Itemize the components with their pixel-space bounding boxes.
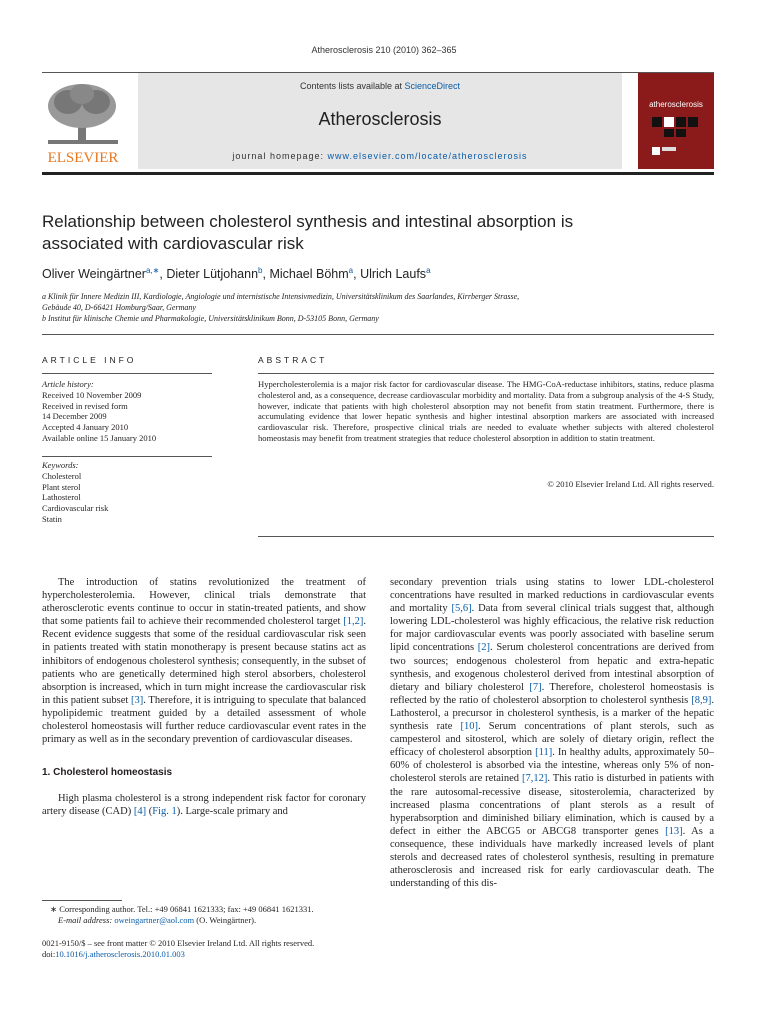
body-text: . Therefore, cholesterol homeostasis is reflected by the ratio of cholesterol absorption to cholesterol synthesis [390,681,714,706]
reference-link[interactable]: [7,12] [521,773,548,785]
body-text: secondary prevention trials using statins to lower LDL-cholesterol concentrations have resulted in marked reductions in cardiovascular events and mortality [390,577,714,615]
keywords-block [42,460,212,525]
journal-cover [638,73,714,169]
title-line-1: Relationship between cholesterol synthesis and intestinal absorption is [42,212,574,231]
reference-link[interactable]: [2] [477,642,491,654]
journal-citation: Atherosclerosis 210 (2010) 362–365 [311,45,457,55]
author-name: Michael Böhm [269,267,349,282]
keyword: Cardiovascular risk [42,503,109,514]
section-rule [42,334,714,335]
abstract-text: Hypercholesterolemia is a major risk factor for cardiovascular disease. The HMG-CoA-reductase inhibitors, statins, reduce plasma cholesterol and, as a consequence, decrease cardiovascular morbidity and mortality. Data from a subgroup analysis of the 4-S Study, however, indicate that patients with high cholesterol absorption may not benefit from statin treatment. Furthermore, there is accumulating evidence that lower hepatic synthesis and higher intestinal absorption markers are associated with increased cardiovascular risk. Therefore, prospective clinical trials are needed to evaluate whether subjects with altered cholesterol homeostasis may benefit from treatment strategies that reduce cholesterol absorption in addition to statin treatment. [258,379,714,443]
abstract-bottom-rule [258,536,714,537]
intro-text: . Recent evidence suggests that some of the residual cardiovascular risk seen in patients treated with statin monotherapy is present because statins act as inhibitors of endogenous cholesterol synthesis; consequently, in the subset of patients who are genetically determined high sterol absorbers, cholesterol absorption is increased, which in turn might increase the cardiovascular risk in this patient subset [42,616,366,706]
keywords-label: Keywords: [42,460,79,470]
history-item: Available online 15 January 2010 [42,432,157,443]
doi-prefix: doi: [42,949,56,959]
affiliation-a-line-1: a Klinik für Innere Medizin III, Kardiologie, Angiologie und internistische Intensivmedizin, Universitätsklinikum des Saarlandes, Kirrberger Strasse, [42,292,520,301]
reference-link[interactable]: [7] [529,681,542,693]
publisher-name: ELSEVIER [47,150,119,166]
email-suffix: (O. Weingärtner). [194,915,257,925]
reference-link[interactable]: [1,2] [343,616,364,628]
intro-text: . Therefore, it is intriguing to speculate that balanced hypolipidemic treatment guided by a detailed assessment of whole cholesterol homeostasis will further reduce cardiovascular event rates in the primary as well as in the secondary prevention of cardiovascular diseases. [42,694,366,746]
body-text: . In healthy adults, approximately 50–60% of cholesterol is absorbed via the intestine, whereas only 5% of non-cholesterol sterols are retained [390,747,714,785]
journal-banner [138,73,622,169]
body-text: . Lathosterol, a precursor in cholesterol synthesis, is a marker of the hepatic synthesis rate [390,694,714,733]
keyword: Lathosterol [42,492,81,503]
article-info-heading: ARTICLE INFO [42,355,137,365]
contents-line [138,81,622,91]
body-text: . Data from several clinical trials suggest that, although lowering LDL-cholesterol was highly efficacious, the relative risk reduction for major cardiovascular events was poorly associated with baseline serum lipid concentrations [390,603,714,654]
keyword: Cholesterol [42,470,82,481]
author-separator: , [353,267,361,282]
body-left-column [42,576,366,819]
author-name: Dieter Lütjohann [166,267,259,282]
affiliation-a-line-2: Gebäude 40, D-66421 Homburg/Saar, Germany [42,303,196,312]
history-item: Received in revised form [42,400,128,411]
history-item: Received 10 November 2009 [42,389,142,400]
author-list [42,266,431,281]
history-item: 14 December 2009 [42,411,107,422]
author-affiliation-mark[interactable]: a [348,266,354,275]
section-text: ( [146,806,153,818]
reference-link[interactable]: [4] [133,806,147,818]
reference-link[interactable]: [11] [535,747,553,759]
homepage-prefix: journal homepage: [232,151,328,161]
doi-link[interactable]: 10.1016/j.atherosclerosis.2010.01.003 [55,949,185,959]
author-affiliation-mark[interactable]: b [258,266,263,275]
reference-link[interactable]: [13] [665,825,683,837]
email-line [58,915,256,926]
author-separator: , [262,267,270,282]
keyword: Statin [42,513,62,524]
body-right-column [390,576,714,890]
author-name: Oliver Weingärtner [42,267,146,282]
keyword: Plant sterol [42,481,81,492]
abstract-heading: ABSTRACT [258,355,328,365]
intro-text: The introduction of statins revolutionized the treatment of hypercholesterolemia. However, clinical trials demonstrate that atherosclerotic events continue to occur in statin-treated patients, and show that some patients fail to achieve their recommended cholesterol target [42,577,366,628]
section-1-heading: 1. Cholesterol homeostasis [42,767,173,779]
section-text: High plasma cholesterol is a strong independent risk factor for coronary artery disease (CAD) [42,793,366,818]
reference-link[interactable]: [10] [460,721,479,733]
reference-link[interactable]: [8,9] [691,694,712,706]
intro-paragraph [42,576,366,746]
title-line-2: associated with cardiovascular risk [42,234,304,253]
right-column-paragraph [390,576,714,890]
author-name: Ulrich Laufs [360,267,427,282]
article-history [42,379,212,444]
body-text: . This ratio is disturbed in patients with the rare autosomal-recessive disease, sitosterolemia, characterized by increased plasma concentrations of plant sterols as a result of hyperabsorption and diminished biliary elimination, which is caused by a defect in either the ABCG5 or ABCG8 transporter genes [390,773,715,837]
email-label: E-mail address: [58,915,115,925]
cover-graphic [652,117,700,157]
affiliation-b: b Institut für klinische Chemie und Pharmakologie, Universitätsklinikum Bonn, D-53105 Bonn, Germany [42,314,379,323]
author-affiliation-mark[interactable]: a,∗ [145,266,160,275]
author-separator: , [159,267,167,282]
section-1-paragraph [42,792,366,818]
section-text: ). Large-scale primary and [176,806,288,818]
history-label: Article history: [42,379,94,389]
abstract-rule [258,373,714,374]
article-info-rule [42,373,212,374]
doi-line [42,949,185,960]
elsevier-logo [38,78,128,166]
journal-title: Atherosclerosis [318,109,442,129]
contents-prefix: Contents lists available at [299,81,405,91]
corresponding-author-note: ∗ Corresponding author. Tel.: +49 06841 1621333; fax: +49 06841 1621331. [50,904,314,914]
body-text: . Serum cholesterol concentrations are derived from two sources; endogenous cholesterol from hepatic and extra-hepatic synthesis, and exogenous cholesterol derived from intestinal absorption of dietary and biliary cholesterol [390,642,715,693]
keywords-rule [42,456,212,457]
author-affiliation-mark[interactable]: a [426,266,431,275]
body-text: . As a consequence, these individuals have markedly increased levels of plant sterols and decreased rates of cholesterol synthesis, resulting in premature atherosclerosis and increased risk for early cardiovascular death. The understanding of this dis- [390,825,714,890]
sciencedirect-link[interactable]: ScienceDirect [404,81,461,91]
reference-link[interactable]: [3] [131,694,144,706]
cover-title: atherosclerosis [649,100,703,109]
abstract-copyright: © 2010 Elsevier Ireland Ltd. All rights reserved. [547,479,714,489]
history-item: Accepted 4 January 2010 [42,422,129,433]
body-text: . Serum concentrations of plant sterols, such as campesterol and sitosterol, which are solely of dietary origin, reflect the efficacy of cholesterol absorption [390,721,714,759]
article-title [42,211,692,255]
journal-homepage [138,151,622,161]
reference-link[interactable]: [5,6] [451,603,472,615]
header-thick-rule [42,172,714,175]
figure-link[interactable]: Fig. 1 [152,806,177,818]
elsevier-tree-icon [38,78,128,166]
issn-line: 0021-9150/$ – see front matter © 2010 Elsevier Ireland Ltd. All rights reserved. [42,938,315,948]
homepage-link[interactable]: www.elsevier.com/locate/atherosclerosis [327,151,528,161]
footnote-rule [42,900,122,901]
email-link[interactable]: oweingartner@aol.com [114,915,195,925]
